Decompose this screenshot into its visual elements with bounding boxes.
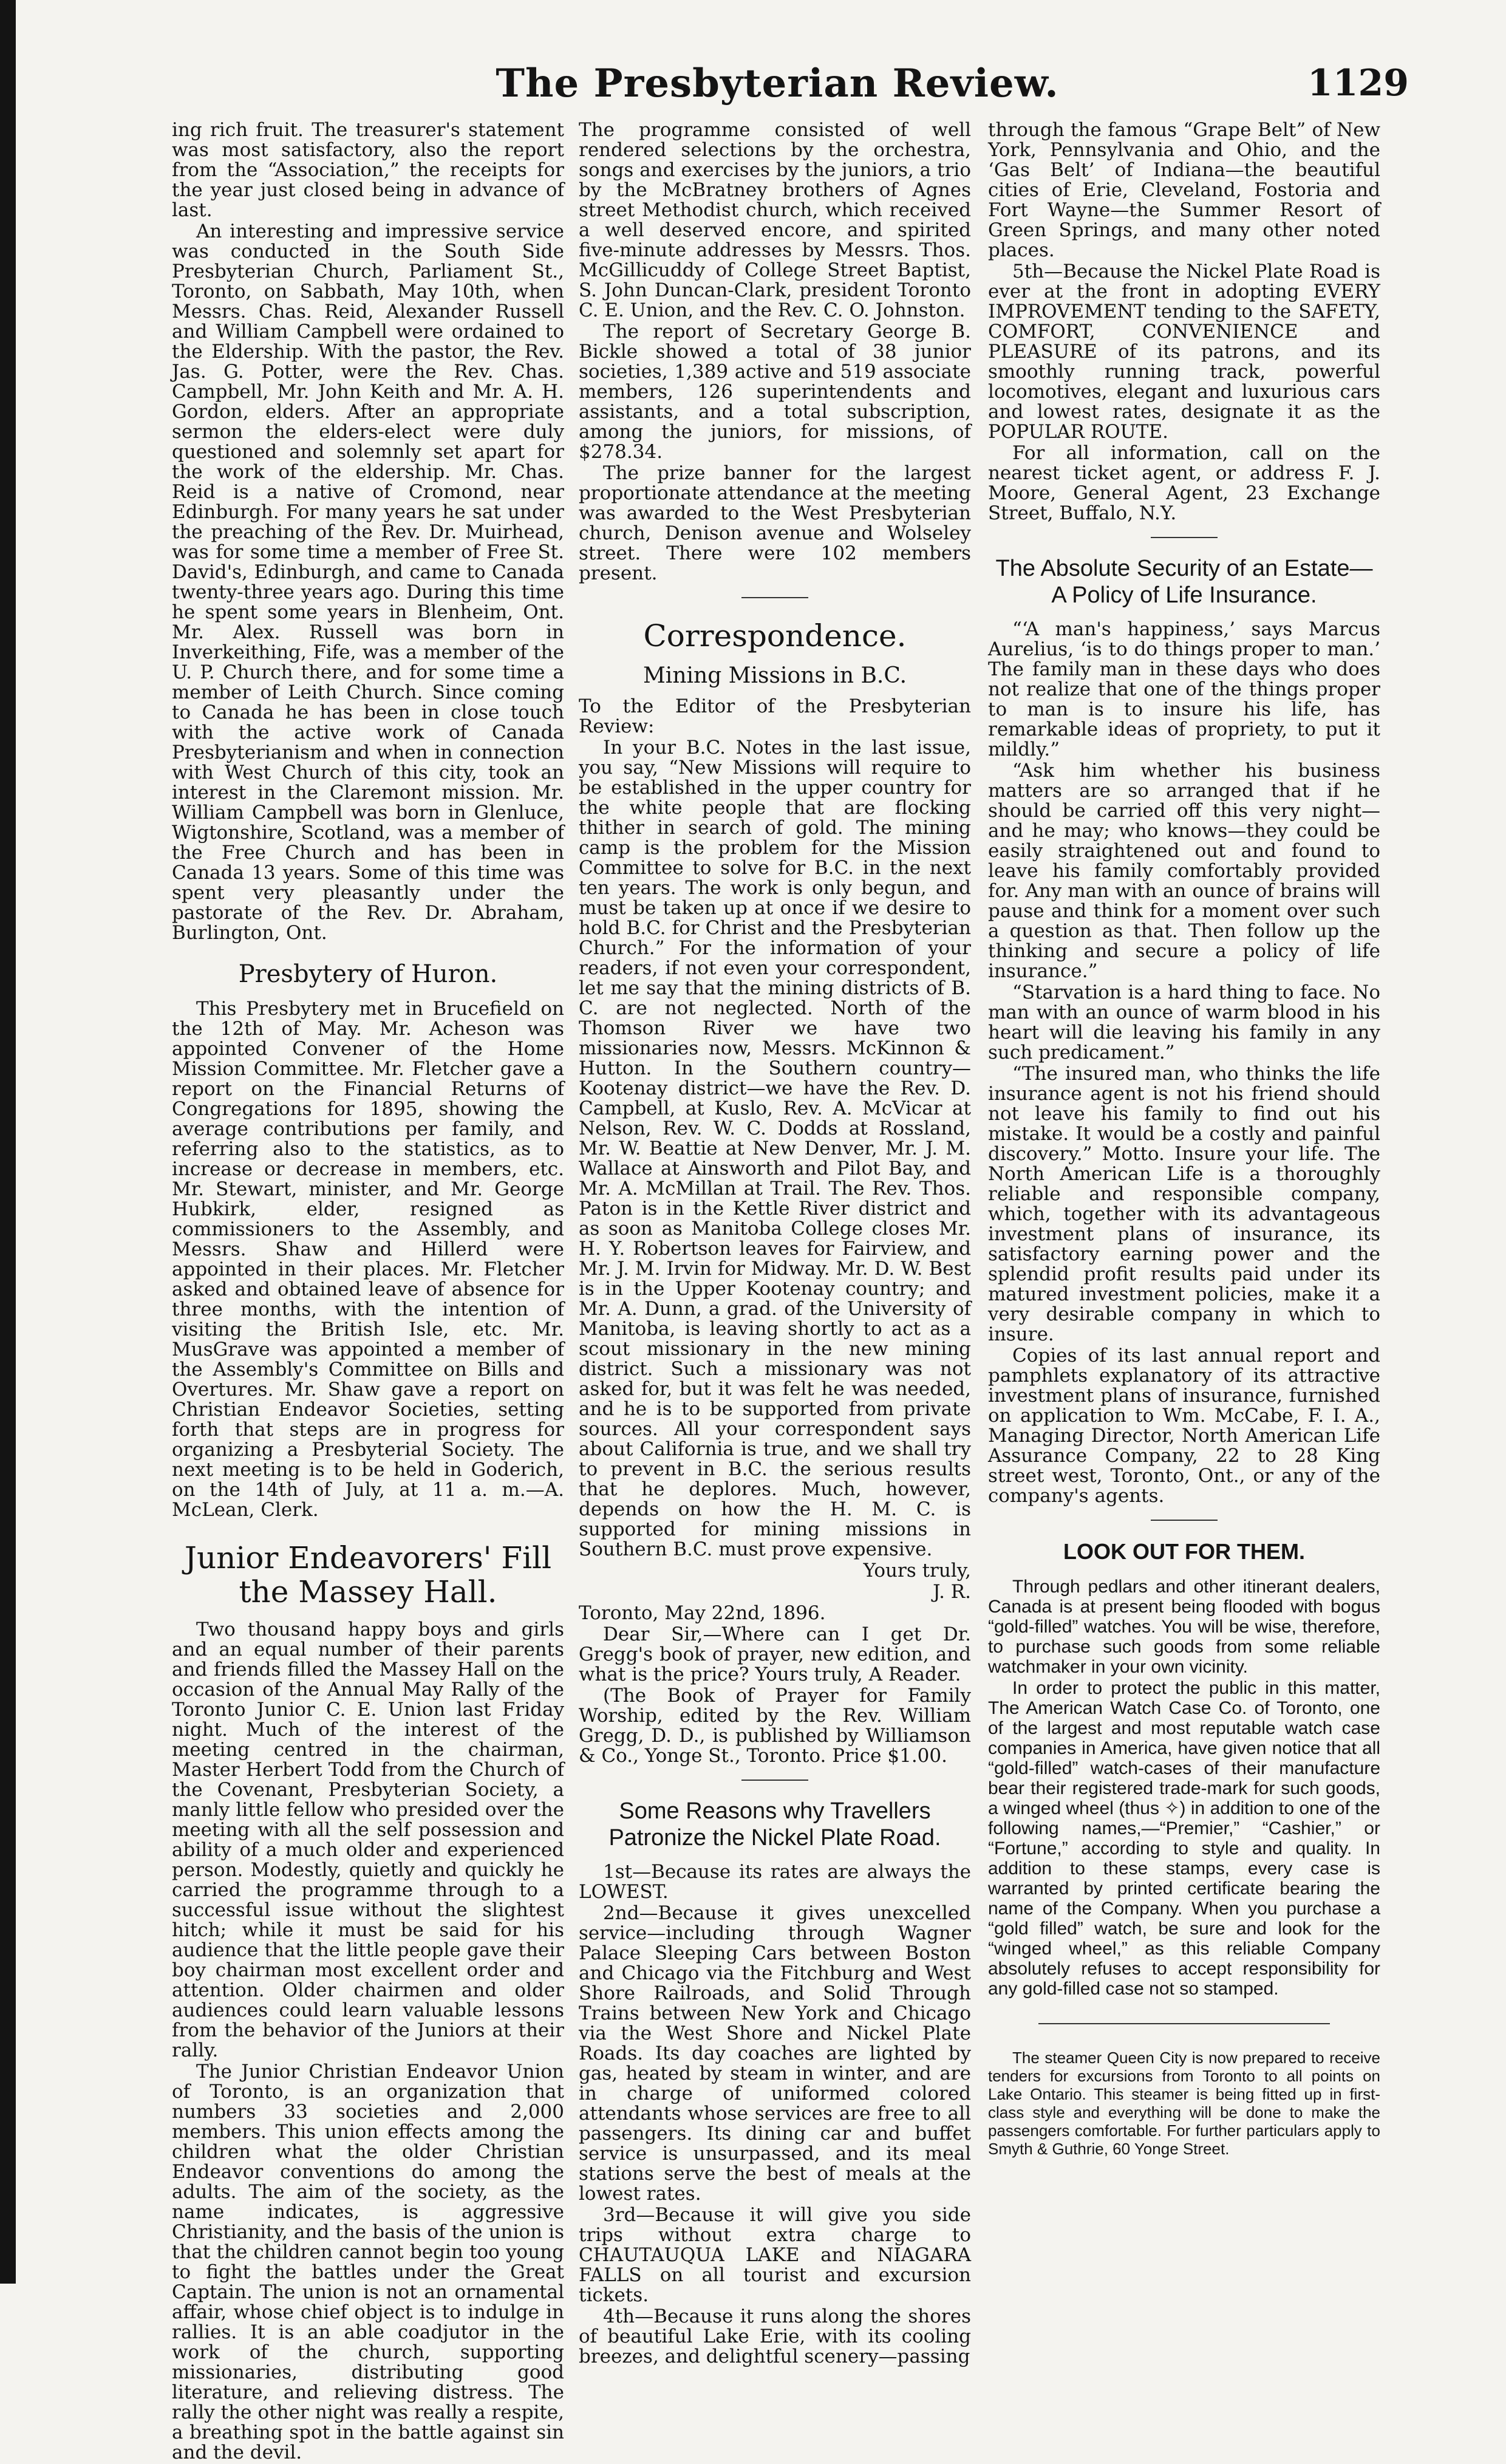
divider: [1151, 1520, 1218, 1521]
paragraph: The report of Secretary George B. Bickle showed a total of 38 junior societies, 1,389 active and 519 associate members, 126 superintendents and assistants, and a total subscription, among the juniors, for missions, of $278.34.: [579, 321, 971, 463]
running-title: The Presbyterian Review.: [496, 61, 1059, 106]
heading-presbytery-huron: Presbytery of Huron.: [238, 960, 498, 988]
paragraph: through the famous “Grape Belt” of New York, Pennsylvania and Ohio, and the ‘Gas Belt’ of Indiana—the beautiful cities of Erie, Cleveland, Fostoria and Fort Wayne—the Summer Resort of Green Springs, and many other noted places.: [988, 119, 1380, 261]
paragraph: The programme consisted of well rendered selections by the orchestra, songs and exercises by the juniors, a trio by the McBratney brothers of Agnes street Methodist church, which received a well deserved encore, and spirited five-minute addresses by Messrs. Thos. McGillicuddy of College Street Baptist, S. John Duncan-Clark, president Toronto C. E. Union, and the Rev. C. O. Johnston.: [579, 119, 971, 321]
page-header: [146, 55, 1409, 109]
signature-initials: J. R.: [933, 1581, 971, 1603]
steamer-notice: The steamer Queen City is now prepared to receive tenders for excursions from Toronto to all points on Lake Ontario. This steamer is being fitted up in first-class style and everything will be done to make the passengers comfortable. For further particulars apply to Smyth & Guthrie, 60 Yonge Street.: [988, 2049, 1380, 2158]
paragraph: 3rd—Because it will give you side trips without extra charge to CHAUTAUQUA LAKE and NIAGARA FALLS on all tourist and excursion tickets.: [579, 2204, 971, 2306]
heading-mining-missions: Mining Missions in B.C.: [642, 663, 907, 688]
heading-junior-endeavorers: Junior Endeavorers' Fill the Massey Hall.: [184, 1540, 552, 1609]
heading-look-out: LOOK OUT FOR THEM.: [1063, 1539, 1305, 1564]
salutation: To the Editor of the Presbyterian Review:: [579, 695, 971, 737]
column-2: [579, 120, 971, 2368]
watch-notice: [988, 1577, 1380, 1999]
heading-correspondence: Correspondence.: [643, 618, 907, 654]
scan-binding-edge: [0, 0, 16, 2284]
paragraph: (The Book of Prayer for Family Worship, edited by the Rev. William Gregg, D. D., is published by Williamson & Co., Yonge St., Toronto. Price $1.00.: [579, 1685, 971, 1767]
paragraph: “Ask him whether his business matters are so arranged that if he should be carried off this very night—and he may; who knows—they could be easily straightened out and found to leave his family comfortably provided for. Any man with an ounce of brains will pause and think for a moment over such a question as that. Then follow up the thinking and secure a policy of life insurance.”: [988, 760, 1380, 982]
paragraph: For all information, call on the nearest ticket agent, or address F. J. Moore, General Agent, 23 Exchange Street, Buffalo, N.Y.: [988, 442, 1380, 524]
column-3: [988, 120, 1380, 2159]
paragraph: The prize banner for the largest proportionate attendance at the meeting was awarded to the West Presbyterian church, Denison avenue and Wolseley street. There were 102 members present.: [579, 462, 971, 584]
paragraph: 1st—Because its rates are always the LOWEST.: [579, 1861, 971, 1903]
paragraph: Two thousand happy boys and girls and an equal number of their parents and friends filled the Massey Hall on the occasion of the Annual May Rally of the Toronto Junior C. E. Union last Friday night. Much of the interest of the meeting centred in the chairman, Master Herbert Todd from the Church of the Covenant, Presbyterian Society, a manly little fellow who presided over the meeting with all the self possession and ability of a much older and experienced person. Modestly, quietly and quickly he carried the programme through to a successful issue without the slightest hitch; while it must be said for his audience that the little people gave their boy chairman most excellent order and attention. Older chairmen and older audiences could learn valuable lessons from the behavior of the Juniors at their rally.: [172, 1619, 564, 2061]
divider: [741, 1780, 808, 1781]
heading-absolute-security: The Absolute Security of an Estate—A Policy of Life Insurance.: [995, 556, 1373, 608]
divider: [741, 597, 808, 598]
signature-closing: Yours truly,: [863, 1560, 971, 1582]
paragraph: “The insured man, who thinks the life insurance agent is not his friend should not leave his family to find out his mistake. It would be a costly and painful discovery.” Motto. Insure your life. The North American Life is a thoroughly reliable and responsible company, which, together with its advantageous investment plans of insurance, its satisfactory earning power and the splendid profit results paid under its matured investment policies, make it a very desirable company in which to insure.: [988, 1063, 1380, 1345]
paragraph: 2nd—Because it gives unexcelled service—including through Wagner Palace Sleeping Cars between Boston and Chicago via the Fitchburg and West Shore Railroads, and Solid Through Trains between New York and Chicago via the West Shore and Nickel Plate Roads. Its day coaches are lighted by gas, heated by steam in winter, and are in charge of uniformed colored attendants whose services are free to all passengers. Its dining car and buffet service is unsurpassed, and its meal stations serve the best of meals at the lowest rates.: [579, 1902, 971, 2205]
paragraph: “‘A man's happiness,’ says Marcus Aurelius, ‘is to do things proper to man.’ The family man in these days who does not realize that one of the things proper to man is to insure his life, has remarkable ideas of propriety, to put it mildly.”: [988, 618, 1380, 760]
paragraph: In order to protect the public in this matter, The American Watch Case Co. of Toronto, one of the largest and most reputable watch case companies in America, have given notice that all “gold-filled” watch-cases of their manufacture bear their registered trade-mark for such goods, a winged wheel (thus ✧) in addition to one of the following names,—“Premier,” “Cashier,” or “Fortune,” according to style and quality. In addition to these stamps, every case is warranted by printed certificate bearing the name of the Company. When you purchase a “gold filled” watch, be sure and look for the “winged wheel,” as this reliable Company absolutely refuses to accept responsibility for any gold-filled case not so stamped.: [988, 1678, 1380, 1999]
divider: [1151, 537, 1218, 538]
paragraph: ing rich fruit. The treasurer's statement was most satisfactory, also the report from the “Association,” the receipts for the year just closed being in advance of last.: [172, 119, 564, 221]
divider: [1038, 2023, 1330, 2024]
paragraph: “Starvation is a hard thing to face. No man with an ounce of warm blood in his heart will die leaving his family in any such predicament.”: [988, 981, 1380, 1063]
paragraph: This Presbytery met in Brucefield on the 12th of May. Mr. Acheson was appointed Convener of the Home Mission Committee. Mr. Fletcher gave a report on the Financial Returns of Congregations for 1895, showing the average contributions per family, and referring also to the statistics, as to increase or decrease in members, etc. Mr. Stewart, minister, and Mr. George Hubkirk, elder, resigned as commissioners to the Assembly, and Messrs. Shaw and Hillerd were appointed in their places. Mr. Fletcher asked and obtained leave of absence for three months, with the intention of visiting the British Isle, etc. Mr. MusGrave was appointed a member of the Assembly's Committee on Bills and Overtures. Mr. Shaw gave a report on Christian Endeavor Societies, setting forth that steps are in progress for organizing a Presbyterial Society. The next meeting is to be held in Goderich, on the 14th of July, at 11 a. m.—A. McLean, Clerk.: [172, 998, 564, 1521]
paragraph: In your B.C. Notes in the last issue, you say, “New Missions will require to be established in the upper country for the white people that are flocking thither in search of gold. The mining camp is the problem for the Mission Committee to solve for B.C. in the next ten years. The work is only begun, and must be taken up at once if we desire to hold B.C. for Christ and the Presbyterian Church.” For the information of your readers, if not even your correspondent, let me say that the mining districts of B. C. are not neglected. North of the Thomson River we have two missionaries now, Messrs. McKinnon & Hutton. In the Southern country—Kootenay district—we have the Rev. D. Campbell, at Kuslo, Rev. A. McVicar at Nelson, Rev. W. C. Dodds at Rossland, Mr. W. Beattie at New Denver, Mr. J. M. Wallace at Ainsworth and Pilot Bay, and Mr. A. McMillan at Trail. The Rev. Thos. Paton is in the Kettle River district and as soon as Manitoba College closes Mr. H. Y. Robertson leaves for Fairview, and Mr. J. M. Irvin for Midway. Mr. D. W. Best is in the Upper Kootenay country; and Mr. A. Dunn, a grad. of the University of Manitoba, is leaving shortly to act as a scout missionary in the new mining district. Such a missionary was not asked for, but it was felt he was needed, and he is to be supported from private sources. All your correspondent says about California is true, and we shall try to prevent in B.C. the serious results that he deplores. Much, however, depends on how the H. M. C. is supported for mining missions in Southern B.C. must prove expensive.: [579, 737, 971, 1560]
paragraph: The Junior Christian Endeavor Union of Toronto, is an organization that numbers 33 societies and 2,000 members. This union effects among the children what the older Christian Endeavor conventions do among the adults. The aim of the society, as the name indicates, is aggressive Christianity, and the basis of the union is that the children cannot begin too young to fight the battles under the Great Captain. The union is not an ornamental affair, whose chief object is to indulge in rallies. It is an able coadjutor in the work of the church, supporting missionaries, distributing good literature, and relieving distress. The rally the other night was really a respite, a breathing spot in the battle against sin and the devil.: [172, 2061, 564, 2463]
paragraph: Dear Sir,—Where can I get Dr. Gregg's book of prayer, new edition, and what is the price? Yours truly, A Reader.: [579, 1623, 971, 1685]
dateline: Toronto, May 22nd, 1896.: [579, 1602, 826, 1624]
paragraph: Through pedlars and other itinerant dealers, Canada is at present being flooded with bogus “gold-filled” watches. You will be wise, therefore, to purchase such goods from some reliable watchmaker in your own vicinity.: [988, 1577, 1380, 1677]
column-1: [172, 120, 564, 2464]
page-number: 1129: [1307, 62, 1409, 104]
paragraph: 5th—Because the Nickel Plate Road is ever at the front in adopting EVERY IMPROVEMENT tending to the SAFETY, COMFORT, CONVENIENCE and PLEASURE of its patrons, and its smoothly running track, powerful locomotives, elegant and luxurious cars and lowest rates, designate it as the POPULAR ROUTE.: [988, 261, 1380, 443]
paragraph: An interesting and impressive service was conducted in the South Side Presbyterian Church, Parliament St., Toronto, on Sabbath, May 10th, when Messrs. Chas. Reid, Alexander Russell and William Campbell were ordained to the Eldership. With the pastor, the Rev. Jas. G. Potter, were the Rev. Chas. Campbell, Mr. John Keith and Mr. A. H. Gordon, elders. After an appropriate sermon the elders-elect were duly questioned and solemnly set apart for the work of the eldership. Mr. Chas. Reid is a native of Cromond, near Edinburgh. For many years he sat under the preaching of the Rev. Dr. Muirhead, was for some time a member of Free St. David's, Edinburgh, and came to Canada twenty-three years ago. During this time he spent some years in Blenheim, Ont. Mr. Alex. Russell was born in Inverkeithing, Fife, was a member of the U. P. Church there, and for some time a member of Leith Church. Since coming to Canada he has been in close touch with the active work of Canada Presbyterianism and when in connection with West Church of this city, took an interest in the Claremont mission. Mr. William Campbell was born in Glenluce, Wigtonshire, Scotland, was a member of the Free Church and has been in Canada 13 years. Some of this time was spent very pleasantly under the pastorate of the Rev. Dr. Abraham, Burlington, Ont.: [172, 220, 564, 944]
paragraph: 4th—Because it runs along the shores of beautiful Lake Erie, with its cooling breezes, and delightful scenery—passing: [579, 2305, 971, 2367]
paragraph: Copies of its last annual report and pamphlets explanatory of its attractive investment plans of insurance, furnished on application to Wm. McCabe, F. I. A., Managing Director, North American Life Assurance Company, 22 to 28 King street west, Toronto, Ont., or any of the company's agents.: [988, 1345, 1380, 1507]
heading-nickel-plate: Some Reasons why Travellers Patronize the Nickel Plate Road.: [608, 1798, 941, 1851]
